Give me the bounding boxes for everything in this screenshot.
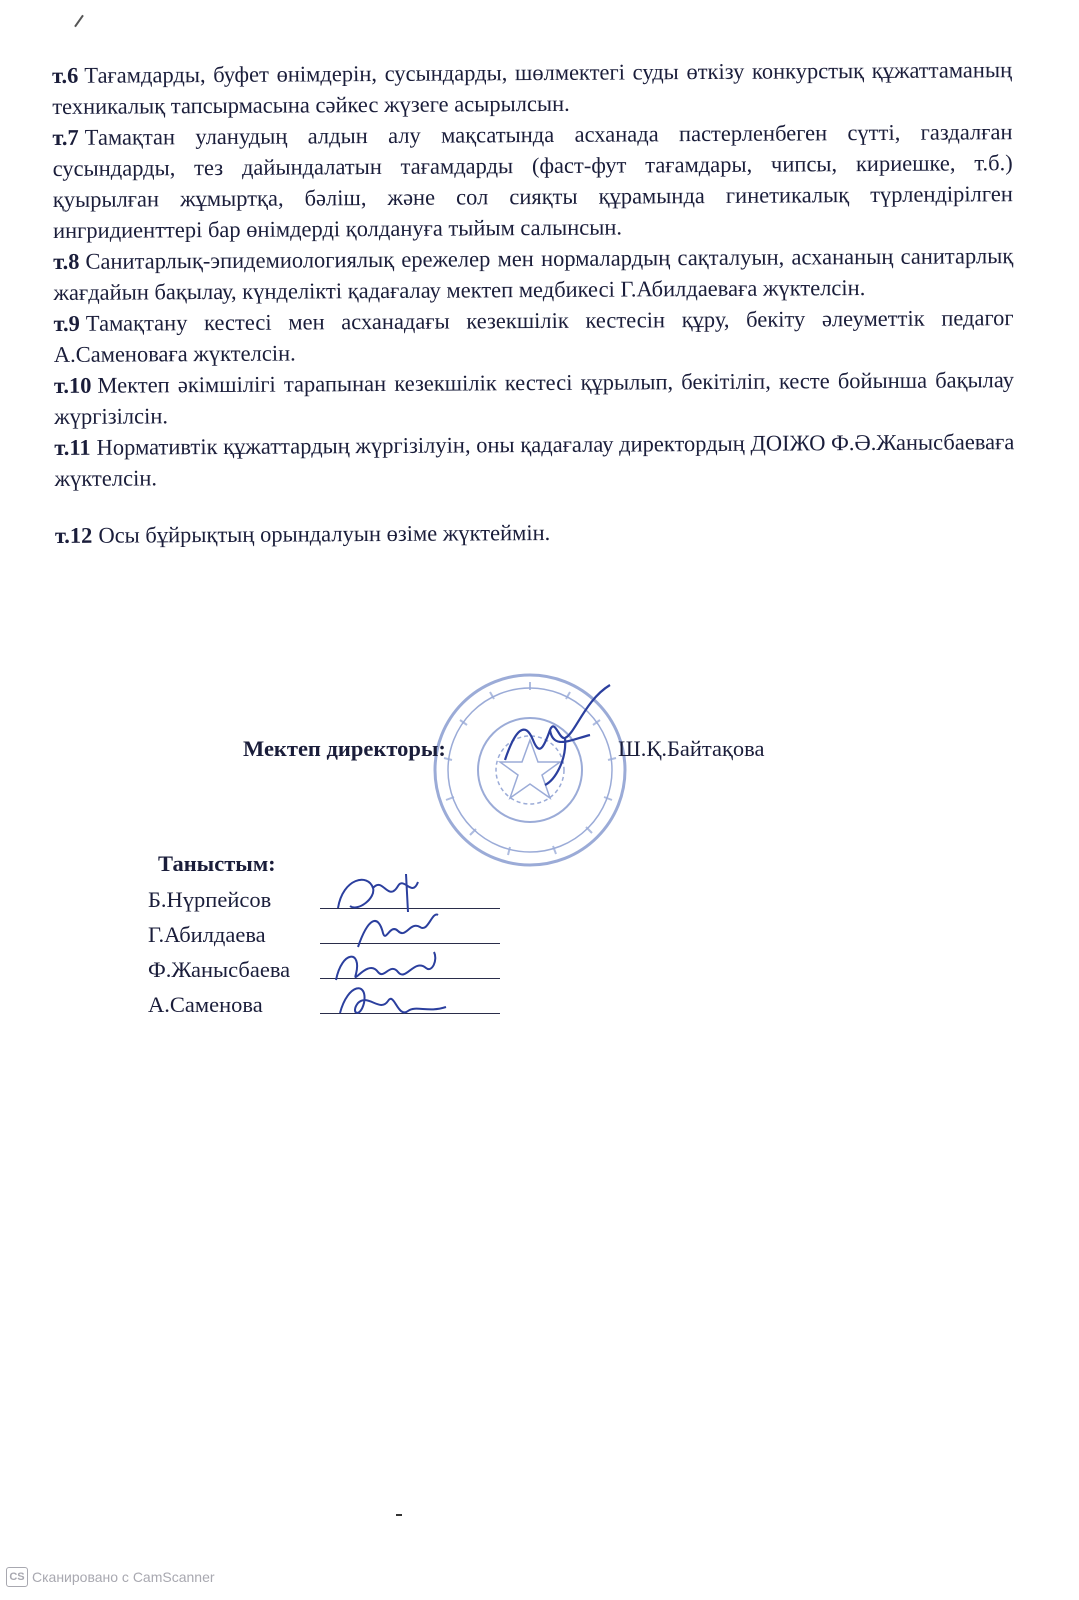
paragraph-text: Осы бұйрықтың орындалуын өзіме жүктеймін. [98,519,551,548]
paragraph-number: т.10 [53,372,92,398]
paragraph-8 [53,240,1013,308]
paragraph-number: т.6 [52,62,79,88]
paragraph-11 [54,426,1014,494]
paragraph-number: т.12 [54,522,93,548]
person-name: А.Саменова [148,992,263,1017]
paragraph-number: т.8 [53,248,80,274]
acknowledgement-row [148,987,528,1022]
paragraph-text: Тағамдарды, буфет өнімдерін, сусындарды, шөлмектегі суды өткізу конкурстық құжаттаманың техникалық тапсырмасына сәйкес жүзеге асырылсын. [52,57,1013,119]
scanner-watermark [6,1567,215,1587]
paragraph-6 [52,54,1012,122]
paragraph-text: Тамақтан уланудың алдын алу мақсатында асханада пастерленбеген сүтті, газдалған сусындарды, тез дайындалатын тағамдарды (фаст-фут тағамдары, чипсы, кириешке, т.б.) қуырылған жұмыртқа, бәліш, және сол сияқты құрамында гинетикалық түрлендірілген ингридиенттері бар өнімдерді қолдануға тыйым салынсын. [52,119,1013,243]
paragraph-9 [54,302,1014,370]
camscanner-logo-icon: CS [6,1567,28,1587]
paragraph-7 [52,116,1013,246]
person-name: Б.Нүрпейсов [148,887,272,912]
paragraph-text: Тамақтану кестесі мен асханадағы кезекшілік кестесін құру, бекіту әлеуметтік педагог А.Саменоваға жүктелсін. [53,305,1014,367]
paragraph-10 [54,364,1014,432]
signature-icon [328,973,468,1027]
paragraph-12 [55,514,1015,551]
paragraph-number: т.7 [52,124,79,150]
scan-mark [74,15,84,28]
director-signature-icon [495,680,635,790]
director-name: Ш.Қ.Байтақова [618,736,765,761]
director-role: Мектеп директоры: [243,736,446,761]
watermark-text: Сканировано с CamScanner [32,1569,215,1585]
paragraph-text: Нормативтік құжаттардың жүргізілуін, оны қадағалау директордың ДОІЖО Ф.Ә.Жанысбаеваға жүктелсін. [54,429,1015,491]
paragraph-number: т.11 [54,434,91,460]
paragraph-number: т.9 [53,310,80,336]
paragraph-text: Мектеп әкімшілігі тарапынан кезекшілік кестесі құрылып, бекітіліп, кесте бойынша бақылау жүргізілсін. [54,367,1015,429]
paragraph-text: Санитарлық-эпидемиологиялық ережелер мен нормалардың сақталуын, асхананың санитарлық жағдайын бақылау, күнделікті қадағалау мектеп медбикесі Г.Абилдаеваға жүктелсін. [53,243,1014,305]
acknowledgement-block [148,846,528,1022]
person-name: Г.Абилдаева [148,922,266,947]
acknowledgement-title: Таныстым: [158,851,276,876]
page-mark [396,1514,402,1516]
order-text [52,54,1015,551]
person-name: Ф.Жанысбаева [148,957,291,982]
